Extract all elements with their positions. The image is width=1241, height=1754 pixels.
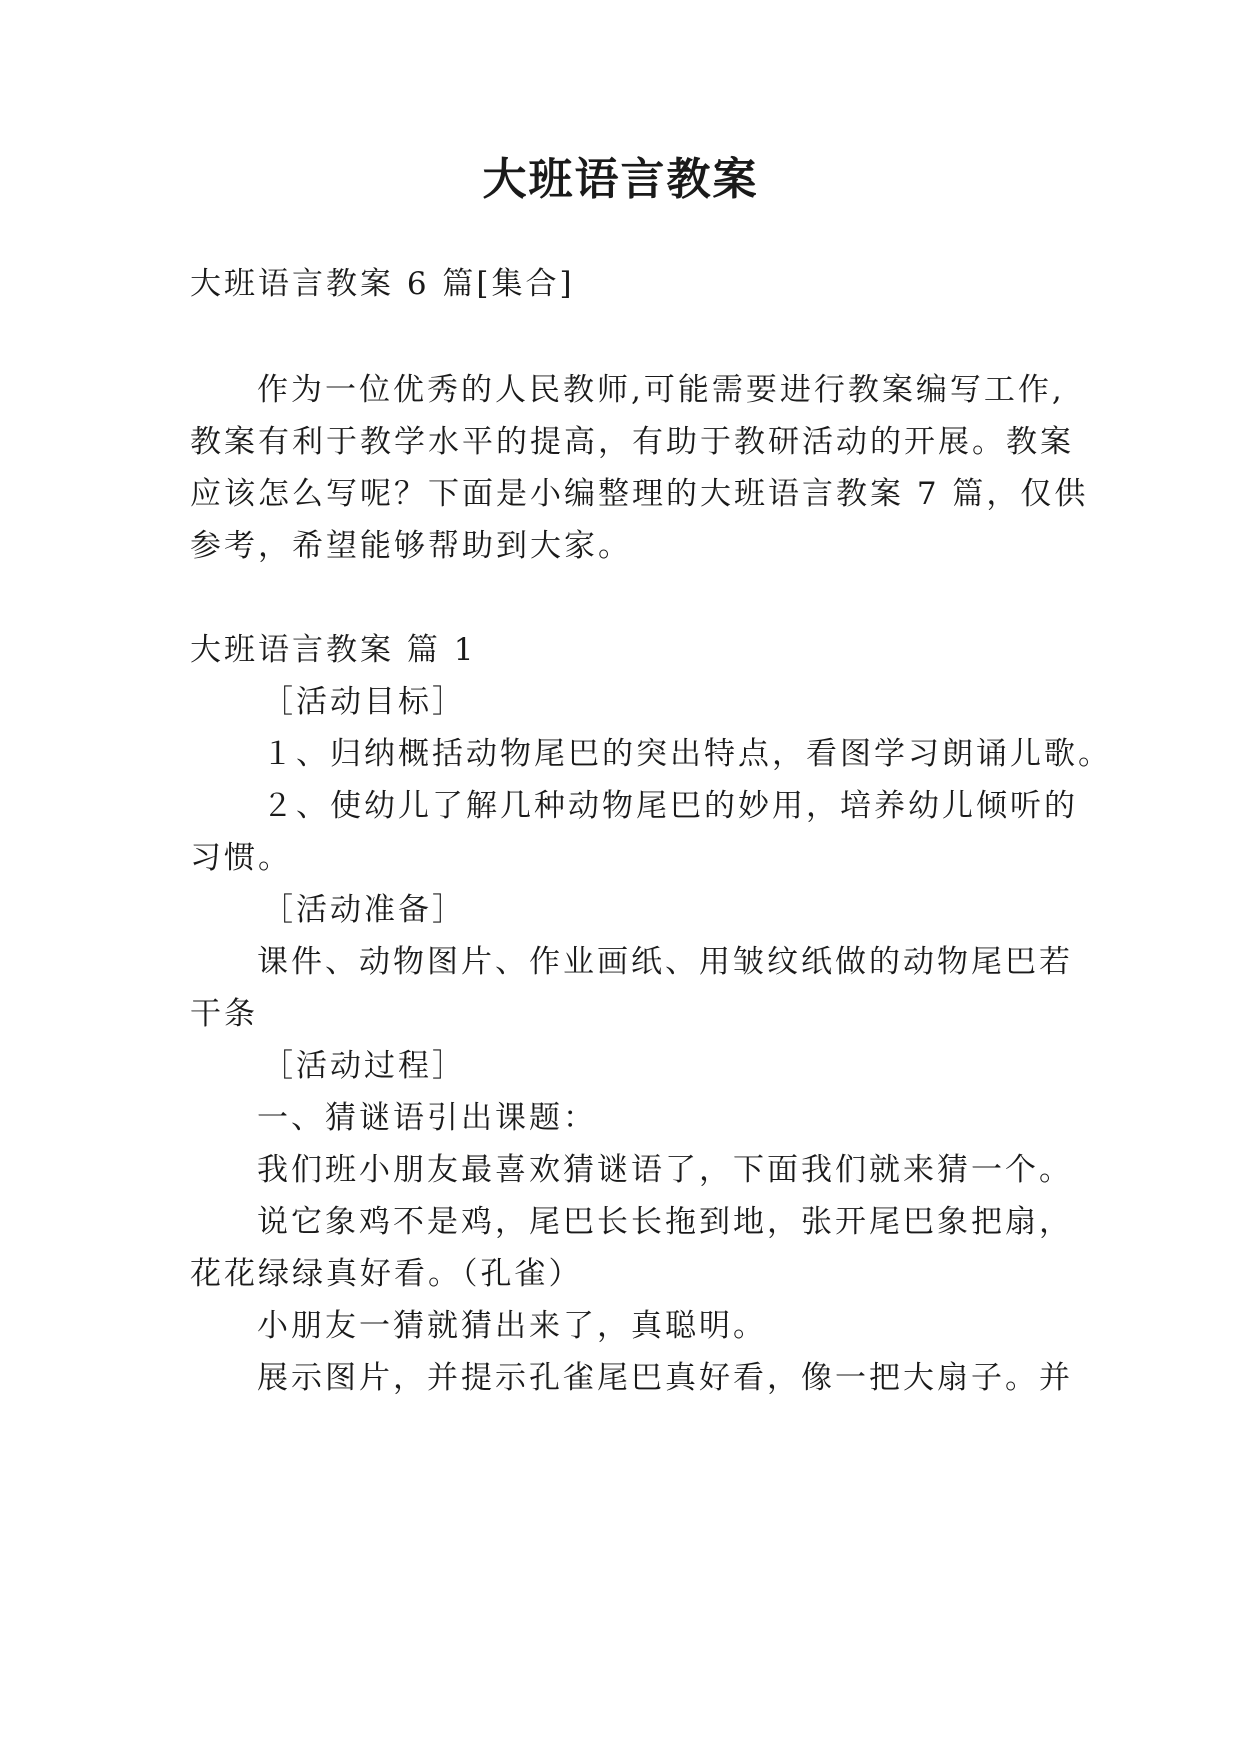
body-line: 小朋友一猜就猜出来了，真聪明。	[257, 1308, 767, 1344]
activity-preparation-heading: ［活动准备］	[262, 892, 466, 928]
activity-process-heading: ［活动过程］	[262, 1048, 466, 1084]
body-line: 习惯。	[190, 840, 292, 876]
body-line: 一、猜谜语引出课题：	[257, 1100, 597, 1136]
body-line: 课件、动物图片、作业画纸、用皱纹纸做的动物尾巴若	[257, 944, 1073, 980]
intro-line-3: 应该怎么写呢？下面是小编整理的大班语言教案 7 篇，仅供	[190, 476, 1089, 512]
body-line: 展示图片，并提示孔雀尾巴真好看，像一把大扇子。并	[257, 1360, 1073, 1396]
intro-line-2: 教案有利于教学水平的提高，有助于教研活动的开展。教案	[190, 424, 1074, 460]
body-line: 说它象鸡不是鸡，尾巴长长拖到地，张开尾巴象把扇，	[257, 1204, 1073, 1240]
body-line: ２、使幼儿了解几种动物尾巴的妙用，培养幼儿倾听的	[262, 788, 1078, 824]
intro-line-4: 参考，希望能够帮助到大家。	[190, 528, 632, 564]
body-line: 我们班小朋友最喜欢猜谜语了，下面我们就来猜一个。	[257, 1152, 1073, 1188]
activity-goals-heading: ［活动目标］	[262, 684, 466, 720]
document-title: 大班语言教案	[482, 154, 759, 205]
document-subtitle: 大班语言教案 6 篇[集合]	[190, 266, 575, 302]
body-line: 花花绿绿真好看。（孔雀）	[190, 1256, 583, 1292]
body-line: １、归纳概括动物尾巴的突出特点，看图学习朗诵儿歌。	[262, 736, 1112, 772]
body-line: 干条	[190, 996, 258, 1032]
intro-line-1: 作为一位优秀的人民教师,可能需要进行教案编写工作,	[257, 372, 1065, 408]
section-heading: 大班语言教案 篇 1	[190, 632, 477, 668]
